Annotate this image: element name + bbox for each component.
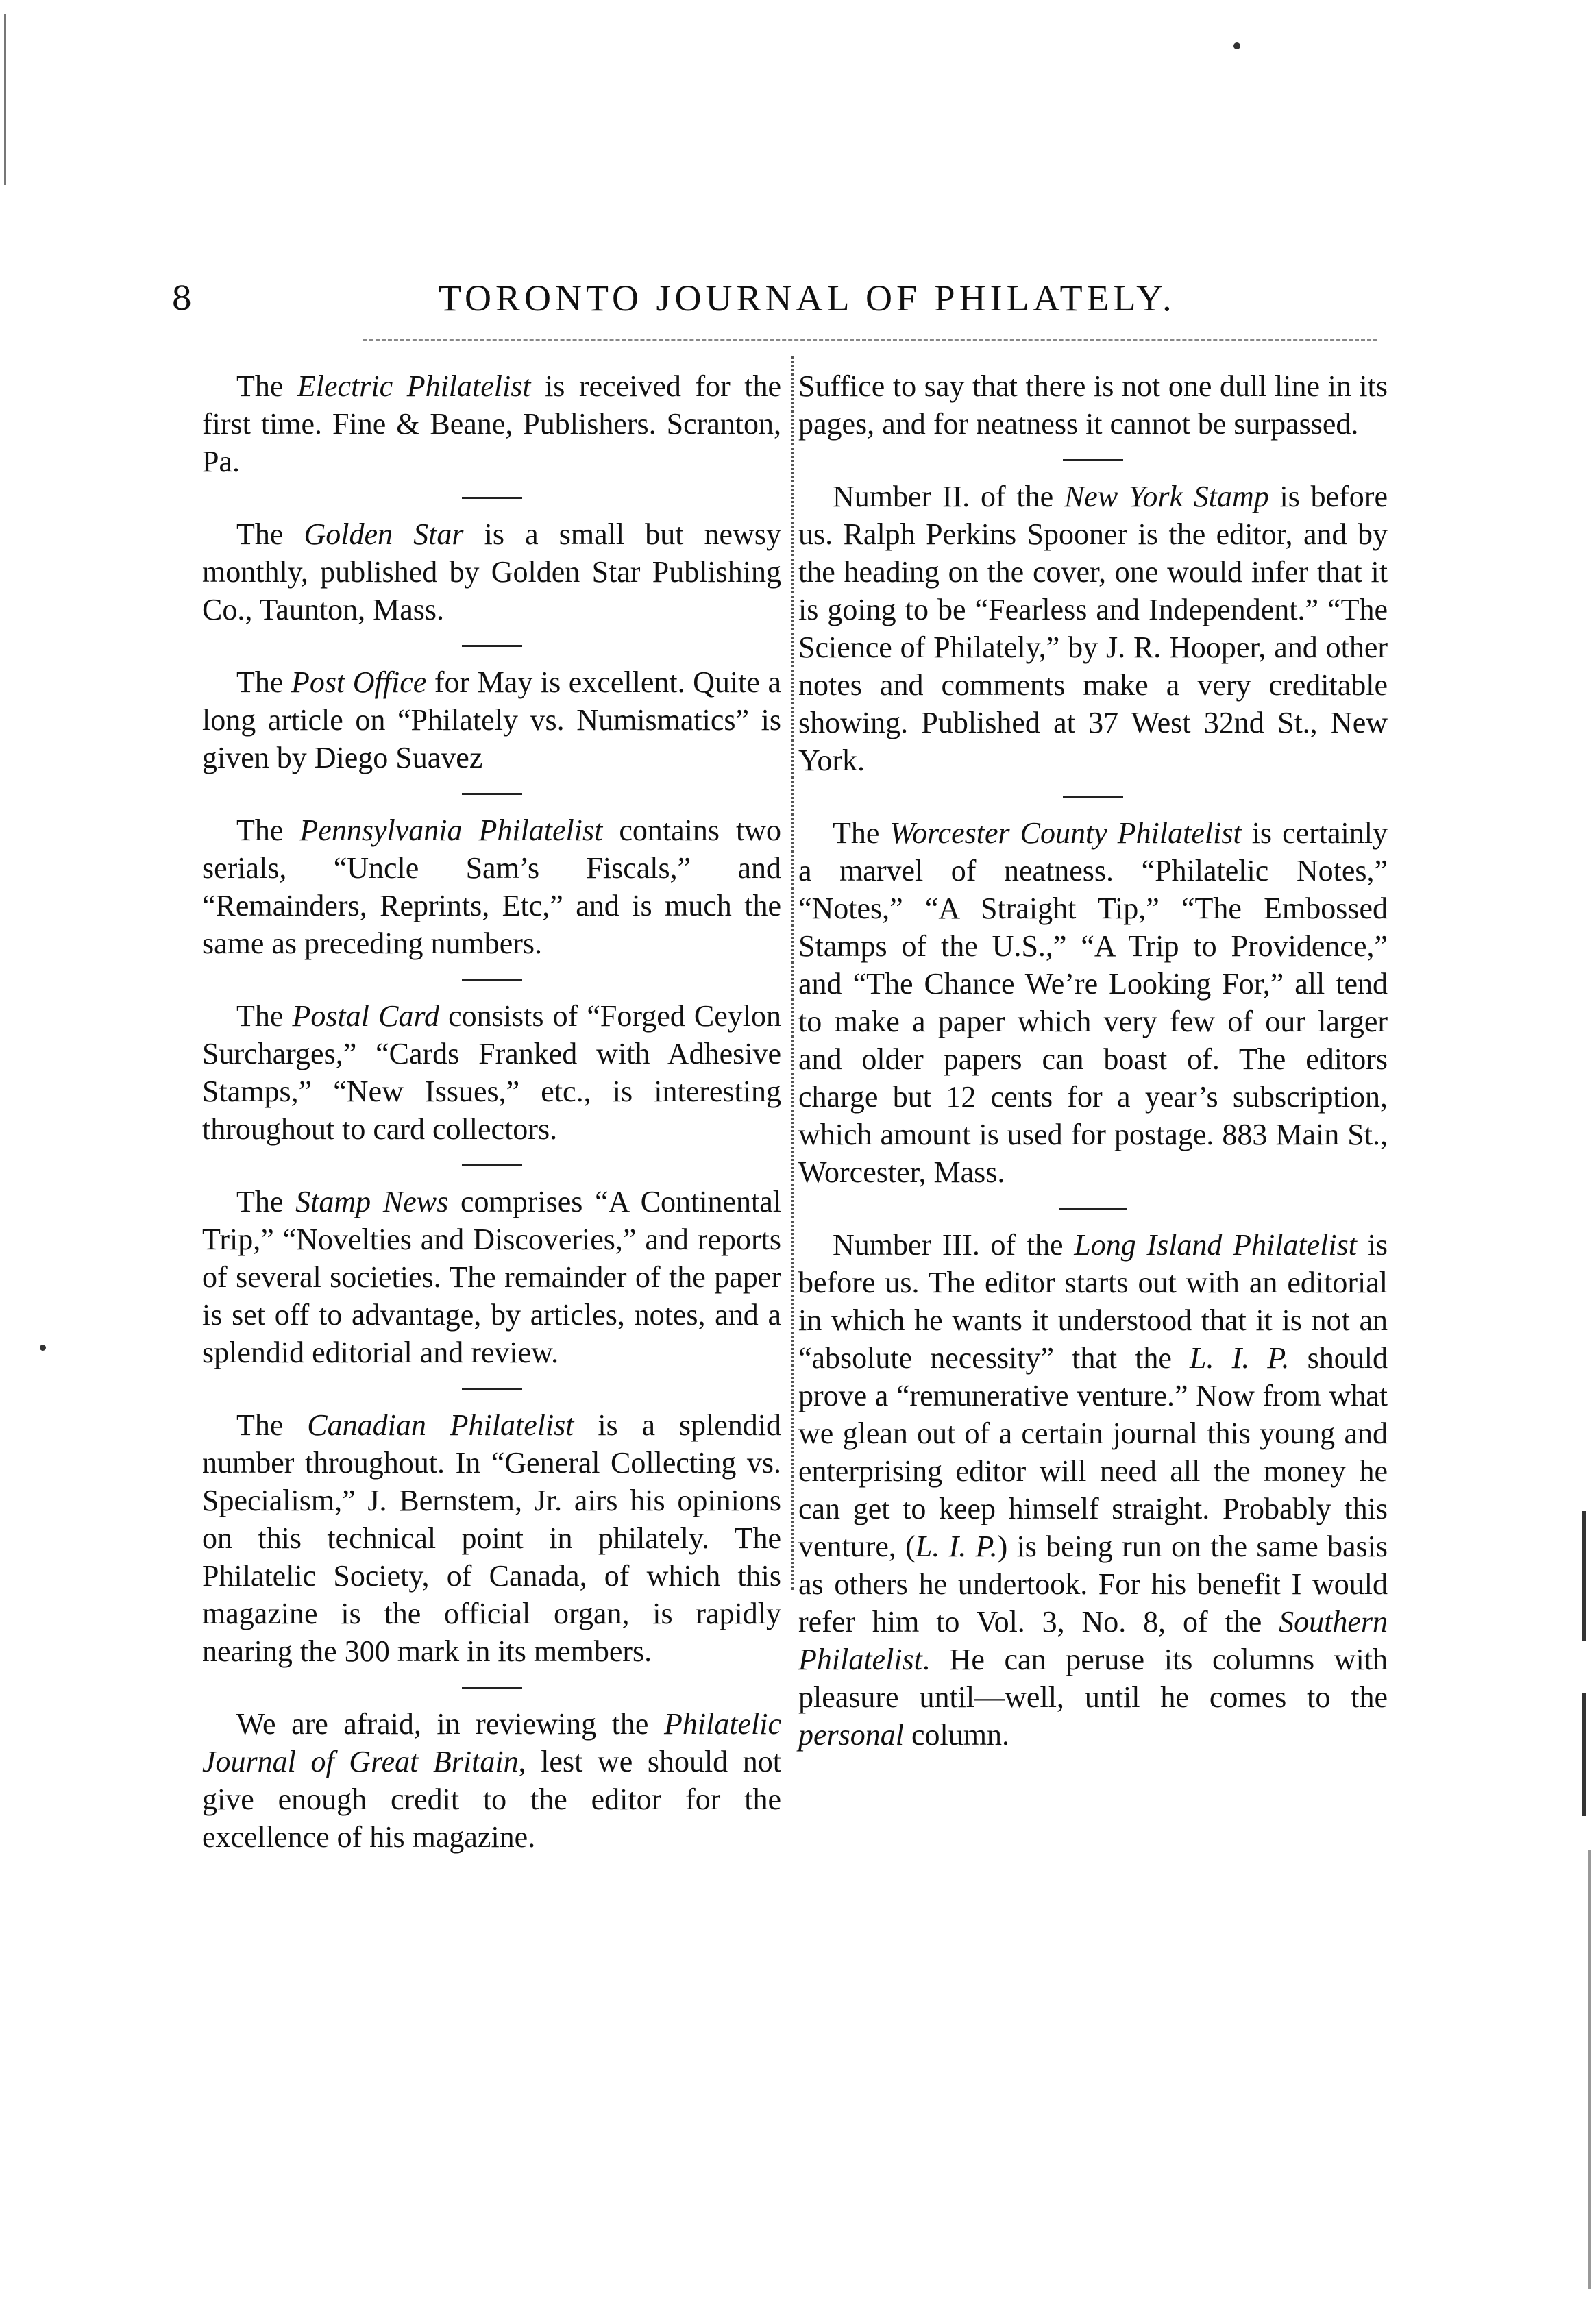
scan-edge-mark-left [4,14,6,185]
review-golden-star: The Golden Star is a small but newsy monthly, published by Golden Star Publishing Co., Taunton, Mass. [202,517,781,626]
review-post-office: The Post Office for May is excellent. Quite a long article on “Philately vs. Numismatics” is given by Diego Suavez [202,665,781,774]
review-long-island-philatelist: Number III. of the Long Island Philatelist is before us. The editor starts out with an editorial in which he wants it understood that it is not an “absolute necessity” that the L. I. P. should prove a “remunerative venture.” Now from what we glean out of a certain journal this young and enterprising editor will need all the money he can get to keep himself straight. Probably this venture, (L. I. P.) is being run on the same basis as others he undertook. For his benefit I would refer him to Vol. 3, No. 8, of the Southern Philatelist. He can peruse its columns with pleasure until—well, until he comes to the personal column. [798,1228,1388,1752]
section-separator [462,979,522,981]
review-canadian-philatelist: The Canadian Philatelist is a splendid number throughout. In “General Collecting vs. Specialism,” J. Bernstem, Jr. airs his opinions on this technical point in philately. The Philatelic Society, of Canada, of which this magazine is the official organ, is rapidly nearing the 300 mark in its members. [202,1408,782,1668]
section-separator [462,1388,522,1390]
publication-title: Pennsylvania Philatelist [299,813,603,847]
section-separator [1063,459,1123,461]
review-worcester-county-philatelist: The Worcester County Philatelist is certainly a marvel of neatness. “Philatelic Notes,” “Notes,” “A Straight Tip,” “The Embossed Stamps of the U.S.,” “A Trip to Providence,” and “The Chance We’re Looking For,” all tend to make a paper which very few of our larger and older papers can boast of. The editors charge but 12 cents for a year’s subscription, which amount is used for postage. 883 Main St., Worcester, Mass. [798,816,1388,1189]
publication-title: Stamp News [295,1185,449,1218]
publication-title: Philatelic Journal of Great Britain [202,1707,781,1778]
section-separator [462,1687,522,1689]
publication-title: New York Stamp [1064,480,1269,513]
running-head: TORONTO JOURNAL OF PHILATELY. [439,278,1176,319]
review-stamp-news: The Stamp News comprises “A Continental Trip,” “Novelties and Discoveries,” and reports of several societies. The remainder of the paper is set off to advantage, by articles, notes, and a splendid editorial and review. [202,1185,781,1369]
review-new-york-stamp: Number II. of the New York Stamp is before us. Ralph Perkins Spooner is the editor, and by the heading on the cover, one would infer that it is going to be “Fearless and Independent.” “The Science of Philately,” by J. R. Hooper, and other notes and comments make a very creditable showing. Published at 37 West 32nd St., New York. [798,480,1388,777]
page-number: 8 [171,280,193,318]
publication-title: Electric Philatelist [297,369,531,403]
section-separator [462,497,522,499]
review-postal-card: The Postal Card consists of “Forged Ceylon Surcharges,” “Cards Franked with Adhesive Stamps,” “New Issues,” etc., is interesting throughout to card collectors. [202,999,781,1146]
publication-title: Postal Card [292,999,439,1033]
publication-title: Worcester County Philatelist [889,816,1242,850]
abbreviation: L. I. P. [915,1530,998,1563]
abbreviation: L. I. P. [1190,1341,1290,1375]
publication-title: Canadian Philatelist [307,1408,574,1442]
section-separator [462,1164,522,1166]
review-electric-philatelist: The Electric Philatelist is received for the first time. Fine & Beane, Publishers. Scranton, Pa. [202,369,782,478]
publication-title: Southern Philatelist [798,1605,1388,1676]
publication-title: Post Office [291,665,427,699]
publication-title: Long Island Philatelist [1074,1228,1357,1262]
review-continuation: Suffice to say that there is not one dull line in its pages, and for neatness it cannot be surpassed. [798,369,1388,441]
scan-dot-left [40,1345,46,1351]
right-column [798,367,1388,1754]
left-column [202,367,781,1856]
scan-edge-mark-right-lower [1582,1693,1586,1816]
review-pennsylvania-philatelist: The Pennsylvania Philatelist contains two serials, “Uncle Sam’s Fiscals,” and “Remainders, Reprints, Etc,” and is much the same as preceding numbers. [202,813,781,960]
section-separator [462,793,522,795]
section-separator [1059,1208,1127,1210]
review-philatelic-journal-gb: We are afraid, in reviewing the Philatelic Journal of Great Britain, lest we should not give enough credit to the editor for the excellence of his magazine. [202,1707,781,1854]
section-separator [1063,796,1123,798]
publication-title: Golden Star [304,517,464,551]
header-rule [363,339,1377,341]
column-rule [791,356,794,1590]
scan-edge-mark-right [1582,1511,1586,1641]
scan-edge-dashes-right [1588,1850,1591,2289]
scan-dot-top [1233,42,1240,49]
emphasized-word: personal [798,1718,904,1752]
section-separator [462,645,522,647]
